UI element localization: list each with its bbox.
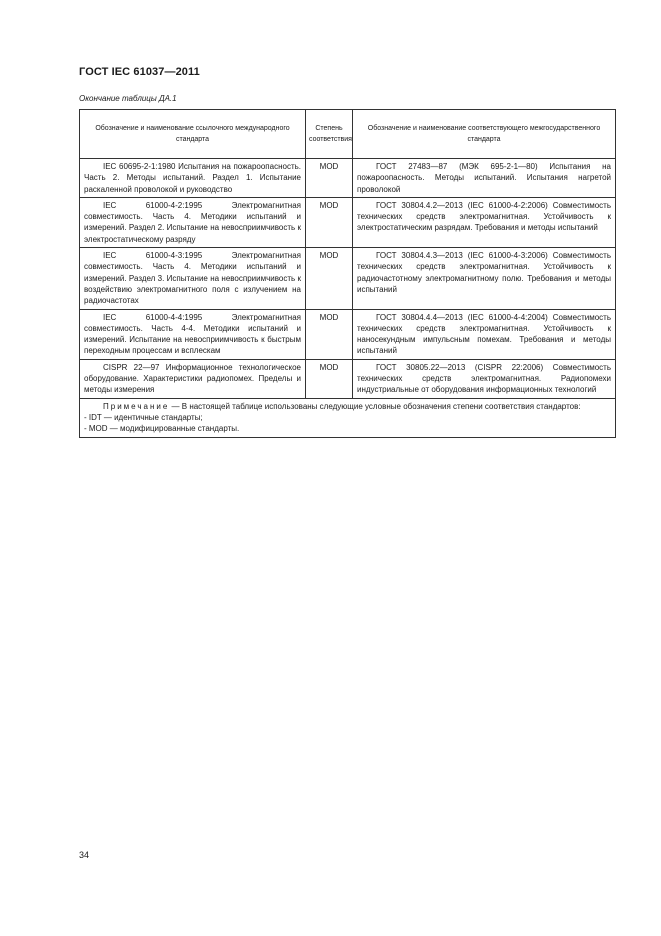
national-standard-cell: ГОСТ 30804.4.3—2013 (IEC 61000-4-3:2006) Совместимость технических средств электромагнитная. Устойчивость к радиочастотному электромагнитному полю. Требования и методы испытаний — [353, 248, 616, 309]
degree-cell: MOD — [306, 248, 353, 309]
table-row — [80, 197, 616, 247]
table-row — [80, 248, 616, 309]
degree-cell: MOD — [306, 197, 353, 247]
note-text — [84, 401, 611, 412]
national-standard-cell: ГОСТ 27483—87 (МЭК 695-2-1—80) Испытания на пожароопасность. Методы испытаний. Испытания нагретой проволокой — [353, 159, 616, 198]
standards-table — [79, 109, 616, 438]
note-label: Примечание — [103, 401, 170, 411]
document-header: ГОСТ IEC 61037—2011 — [79, 66, 200, 78]
table-header-row — [80, 110, 616, 159]
header-national-standard: Обозначение и наименование соответствующего межгосударственного стандарта — [353, 110, 616, 159]
degree-cell: MOD — [306, 359, 353, 398]
degree-cell: MOD — [306, 159, 353, 198]
table-note-row — [80, 398, 616, 437]
table-note — [80, 398, 616, 437]
note-item: - MOD — модифицированные стандарты. — [84, 424, 240, 434]
international-standard-cell: IEC 61000-4-4:1995 Электромагнитная совместимость. Часть 4-4. Методики испытаний и измерений. Испытание на невосприимчивость к быстрым переходным процессам и всплескам — [80, 309, 306, 359]
header-degree-of-conformity: Степень соответствия — [306, 110, 353, 159]
national-standard-cell: ГОСТ 30804.4.4—2013 (IEC 61000-4-4:2004) Совместимость технических средств электромагнитная. Устойчивость к наносекундным импульсным помехам. Требования и методы испытаний — [353, 309, 616, 359]
page-number: 34 — [79, 850, 90, 860]
note-body: — В настоящей таблице использованы следующие условные обозначения степени соответствия стандартов: — [169, 401, 581, 411]
international-standard-cell: IEC 61000-4-3:1995 Электромагнитная совместимость. Часть 4. Методики испытаний и измерений. Раздел 3. Испытание на невосприимчивость к воздействию электромагнитного поля с излучением на радиочастотах — [80, 248, 306, 309]
national-standard-cell: ГОСТ 30805.22—2013 (CISPR 22:2006) Совместимость технических средств электромагнитная. Радиопомехи индустриальные от оборудования информационных технологий — [353, 359, 616, 398]
international-standard-cell: IEC 60695-2-1:1980 Испытания на пожароопасность. Часть 2. Методы испытаний. Раздел 1. Испытание раскаленной проволокой и руководство — [80, 159, 306, 198]
degree-cell: MOD — [306, 309, 353, 359]
international-standard-cell: CISPR 22—97 Информационное технологическое оборудование. Характеристики радиопомех. Пределы и методы измерения — [80, 359, 306, 398]
national-standard-cell: ГОСТ 30804.4.2—2013 (IEC 61000-4-2:2006) Совместимость технических средств электромагнитная. Устойчивость к электростатическим разрядам. Требования и методы испытаний — [353, 197, 616, 247]
table-row — [80, 309, 616, 359]
international-standard-cell: IEC 61000-4-2:1995 Электромагнитная совместимость. Часть 4. Методики испытаний и измерений. Раздел 2. Испытание на невосприимчивость к электростатическому разряду — [80, 197, 306, 247]
note-item: - IDT — идентичные стандарты; — [84, 412, 203, 422]
table-row — [80, 359, 616, 398]
table-row — [80, 159, 616, 198]
header-international-standard: Обозначение и наименование ссылочного международного стандарта — [80, 110, 306, 159]
table-caption: Окончание таблицы ДА.1 — [79, 94, 177, 103]
